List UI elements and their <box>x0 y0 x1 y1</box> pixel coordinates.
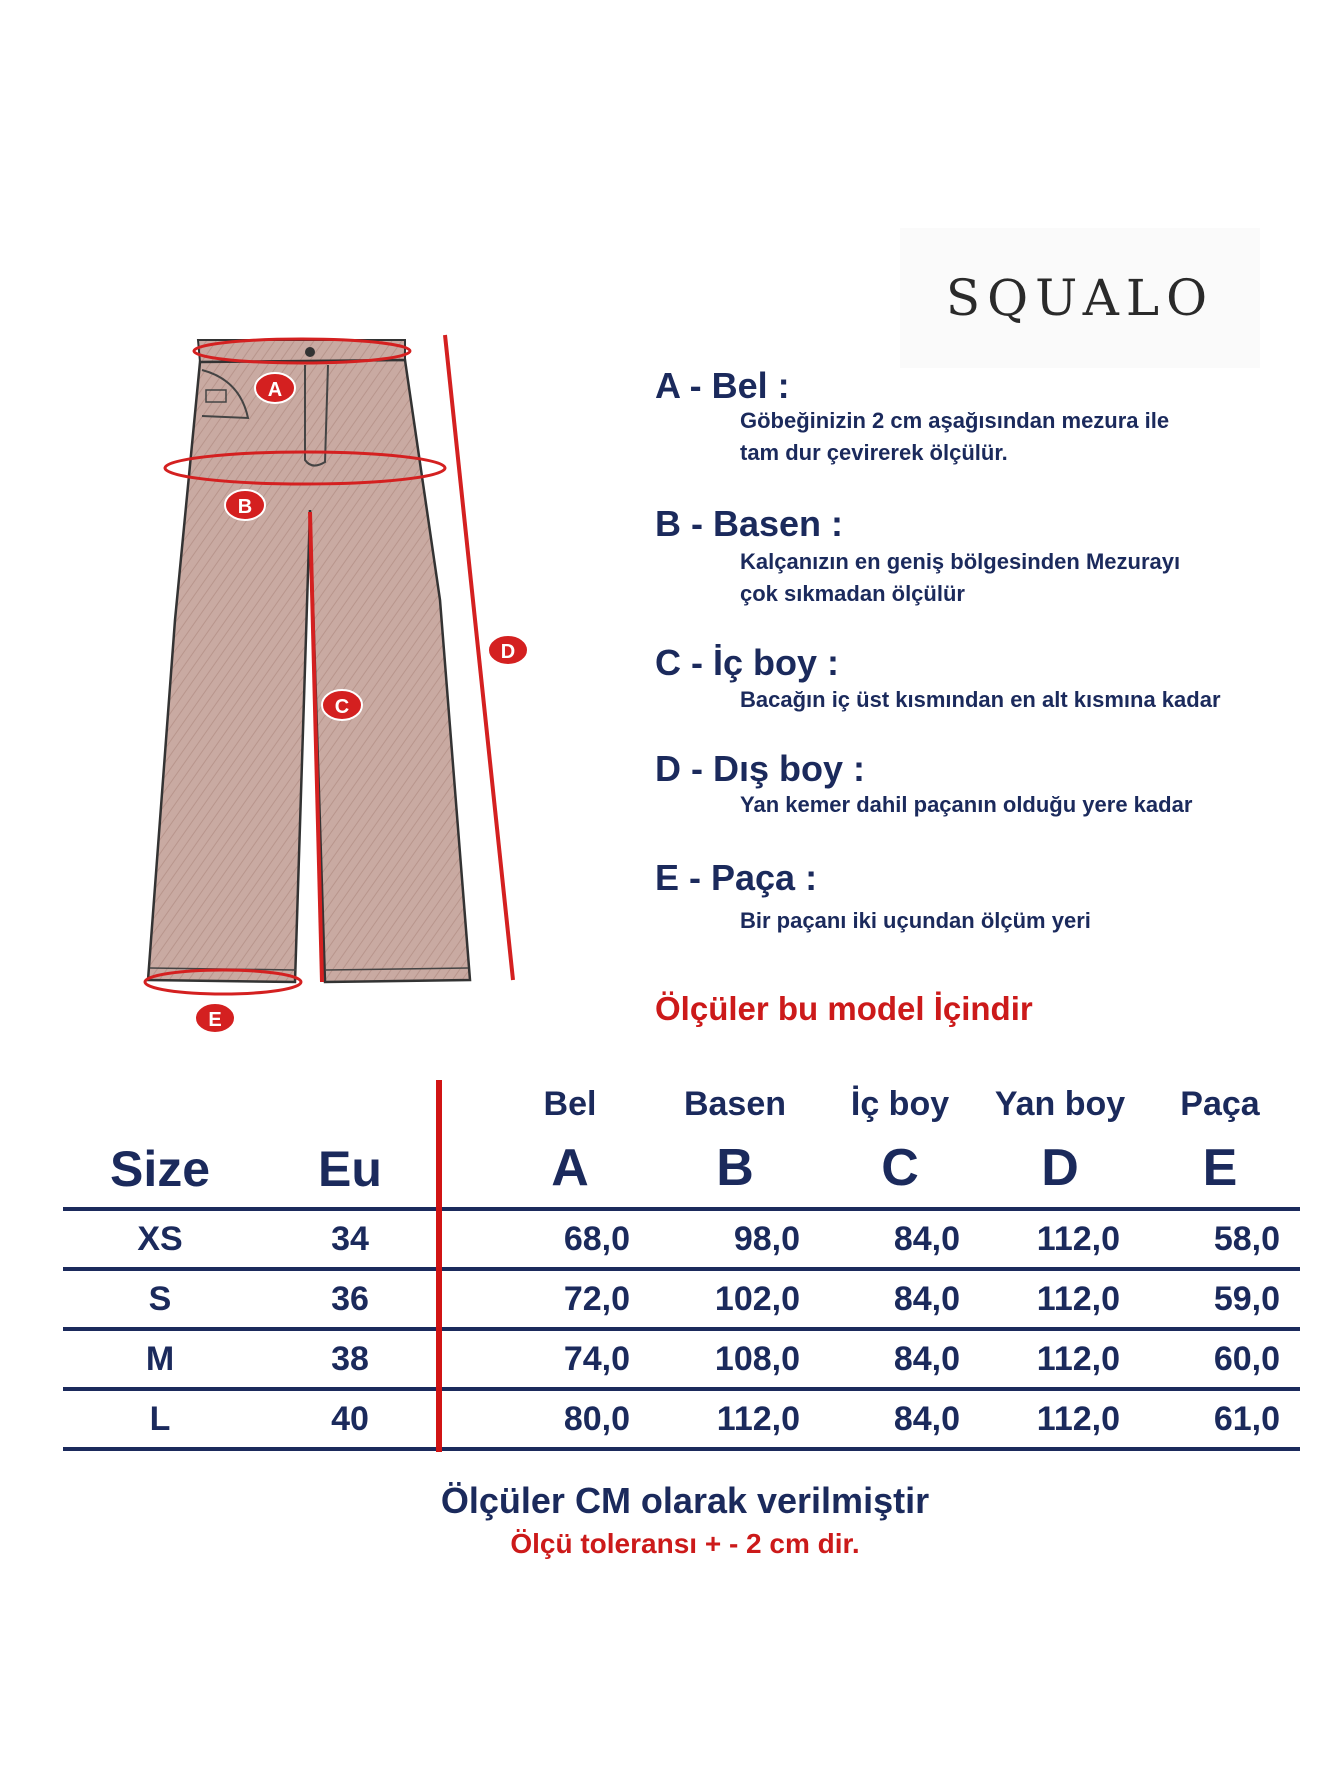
table-rule <box>63 1207 1300 1211</box>
button <box>305 347 315 357</box>
header-word-c: İç boy <box>850 1085 950 1123</box>
tolerance-note: Ölçü toleransı + - 2 cm dir. <box>510 1528 860 1559</box>
svg-text:D: D <box>500 641 516 663</box>
definition-d-line-1: Yan kemer dahil paçanın olduğu yere kadar <box>740 792 1193 817</box>
table-cell-d: 112,0 <box>1036 1220 1120 1258</box>
table-cell-d: 112,0 <box>1036 1340 1120 1378</box>
table-cell-b: 102,0 <box>714 1280 800 1318</box>
table-rule <box>63 1387 1300 1391</box>
definition-e-desc <box>740 905 1091 937</box>
table-cell-size: S <box>148 1280 172 1318</box>
definition-b-title: B - Basen : <box>655 503 844 544</box>
definition-d-title: D - Dış boy : <box>655 748 866 789</box>
table-cell-e: 59,0 <box>1213 1280 1280 1318</box>
header-eu: Eu <box>318 1141 382 1197</box>
table-cell-e: 60,0 <box>1213 1340 1280 1378</box>
table-cell-eu: 40 <box>331 1400 369 1438</box>
marker-a <box>255 373 295 403</box>
header-word-b: Basen <box>683 1085 787 1123</box>
svg-text:B: B <box>237 496 253 518</box>
definition-d-desc <box>740 789 1192 821</box>
table-rule <box>63 1447 1300 1451</box>
table-rule <box>63 1327 1300 1331</box>
marker-d <box>488 635 528 665</box>
table-cell-eu: 36 <box>331 1280 369 1318</box>
marker-b <box>225 490 265 520</box>
header-letter-a: A <box>551 1139 589 1197</box>
table-cell-size: M <box>145 1340 175 1378</box>
table-cell-c: 84,0 <box>893 1280 960 1318</box>
header-size: Size <box>109 1141 211 1197</box>
table-cell-a: 74,0 <box>563 1340 630 1378</box>
marker-e <box>195 1003 235 1033</box>
table-cell-c: 84,0 <box>893 1340 960 1378</box>
table-cell-b: 112,0 <box>716 1400 800 1438</box>
definition-c-title: C - İç boy : <box>655 642 840 683</box>
header-letter-e: E <box>1202 1139 1238 1197</box>
header-word-a: Bel <box>543 1085 597 1123</box>
header-letter-d: D <box>1041 1139 1079 1197</box>
table-cell-d: 112,0 <box>1036 1400 1120 1438</box>
brand-logo <box>900 228 1260 368</box>
table-cell-d: 112,0 <box>1036 1280 1120 1318</box>
marker-c <box>322 690 362 720</box>
table-cell-eu: 38 <box>331 1340 369 1378</box>
table-cell-b: 98,0 <box>733 1220 800 1258</box>
svg-text:C: C <box>334 696 350 718</box>
table-cell-b: 108,0 <box>714 1340 800 1378</box>
svg-text:E: E <box>208 1009 222 1031</box>
header-word-d: Yan boy <box>994 1085 1126 1123</box>
definition-a-line-2: tam dur çevirerek ölçülür. <box>740 440 1008 465</box>
definition-a-desc <box>740 405 1169 469</box>
table-cell-e: 61,0 <box>1213 1400 1280 1438</box>
table-cell-c: 84,0 <box>893 1400 960 1438</box>
table-cell-size: XS <box>137 1220 183 1258</box>
definition-b-line-2: çok sıkmadan ölçülür <box>740 581 965 606</box>
definition-e-title: E - Paça : <box>655 857 818 898</box>
definition-b-line-1: Kalçanızın en geniş bölgesinden Mezurayı <box>740 549 1181 574</box>
model-note: Ölçüler bu model İçindir <box>655 990 1033 1027</box>
header-word-e: Paça <box>1180 1085 1260 1123</box>
table-divider <box>436 1080 442 1452</box>
definition-c-line-1: Bacağın iç üst kısmından en alt kısmına kadar <box>740 687 1221 712</box>
table-cell-a: 72,0 <box>563 1280 630 1318</box>
pants-illustration <box>130 240 530 1040</box>
units-note: Ölçüler CM olarak verilmiştir <box>440 1480 930 1521</box>
definition-a-title: A - Bel : <box>655 365 790 406</box>
brand-logo-text: SQUALO <box>945 269 1215 327</box>
definition-c-desc <box>740 684 1221 716</box>
svg-text:A: A <box>267 379 283 401</box>
header-letter-c: C <box>881 1139 919 1197</box>
table-cell-eu: 34 <box>331 1220 369 1258</box>
table-rule <box>63 1267 1300 1271</box>
definition-a-line-1: Göbeğinizin 2 cm aşağısından mezura ile <box>740 408 1170 433</box>
definition-b-desc <box>740 546 1180 610</box>
table-cell-a: 80,0 <box>563 1400 630 1438</box>
header-letter-b: B <box>716 1139 754 1197</box>
table-cell-e: 58,0 <box>1213 1220 1280 1258</box>
definition-e-line-1: Bir paçanı iki uçundan ölçüm yeri <box>740 908 1091 933</box>
table-cell-c: 84,0 <box>893 1220 960 1258</box>
pants-diagram <box>130 240 530 1040</box>
table-cell-size: L <box>149 1400 171 1438</box>
table-cell-a: 68,0 <box>563 1220 630 1258</box>
